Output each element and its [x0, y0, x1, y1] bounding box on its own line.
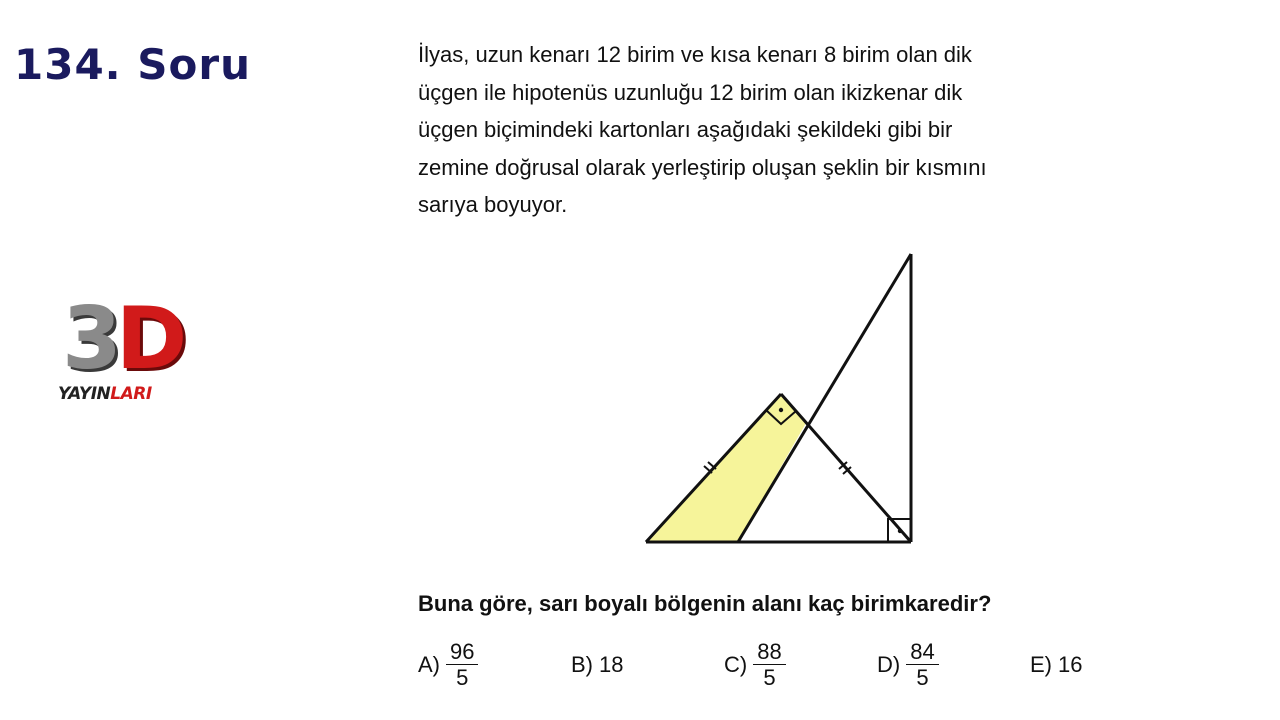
choice-fraction [753, 639, 785, 691]
logo-letter-d: D [115, 289, 182, 389]
logo-digit-3: 3 [62, 289, 116, 389]
question-line: üçgen ile hipotenüs uzunluğu 12 birim olan ikizkenar dik [418, 79, 963, 105]
choice-d[interactable] [877, 637, 939, 693]
fraction-denominator: 5 [763, 665, 776, 690]
choice-label: B) [571, 652, 593, 677]
fraction-denominator: 5 [916, 665, 929, 690]
question-line: üçgen biçimindeki kartonları aşağıdaki şekildeki gibi bir [418, 117, 953, 142]
choice-c[interactable] [724, 637, 786, 693]
choice-b[interactable] [571, 637, 623, 693]
choice-value: 16 [1058, 652, 1083, 677]
fraction-numerator: 88 [753, 639, 785, 665]
choice-label: A) [418, 652, 440, 677]
fraction-numerator: 96 [446, 639, 478, 665]
choice-e[interactable] [1030, 637, 1082, 693]
question-number-title: 134. Soru [14, 40, 251, 89]
logo-word-lari: LARI [110, 384, 152, 404]
right-angle-dot-apex [779, 408, 783, 412]
choice-fraction [446, 639, 478, 691]
right-triangle-hypotenuse [738, 254, 911, 542]
question-line: sarıya boyuyor. [418, 192, 568, 217]
fraction-numerator: 84 [906, 639, 938, 665]
question-prompt: Buna göre, sarı boyalı bölgenin alanı kaç birimkaredir? [418, 591, 992, 616]
question-line: İlyas, uzun kenarı 12 birim ve kısa kenarı 8 birim olan dik [418, 42, 972, 67]
choice-label: D) [877, 652, 901, 677]
fraction-denominator: 5 [456, 665, 469, 690]
logo-word-yayin: YAYIN [58, 384, 111, 404]
right-angle-dot-corner [898, 529, 902, 533]
choice-a[interactable] [418, 637, 478, 693]
choice-fraction [906, 639, 938, 691]
choice-value: 18 [599, 652, 624, 677]
choice-label: E) [1030, 652, 1052, 677]
question-line: zemine doğrusal olarak yerleştirip oluşan şeklin bir kısmını [418, 154, 987, 180]
choice-label: C) [724, 652, 748, 677]
